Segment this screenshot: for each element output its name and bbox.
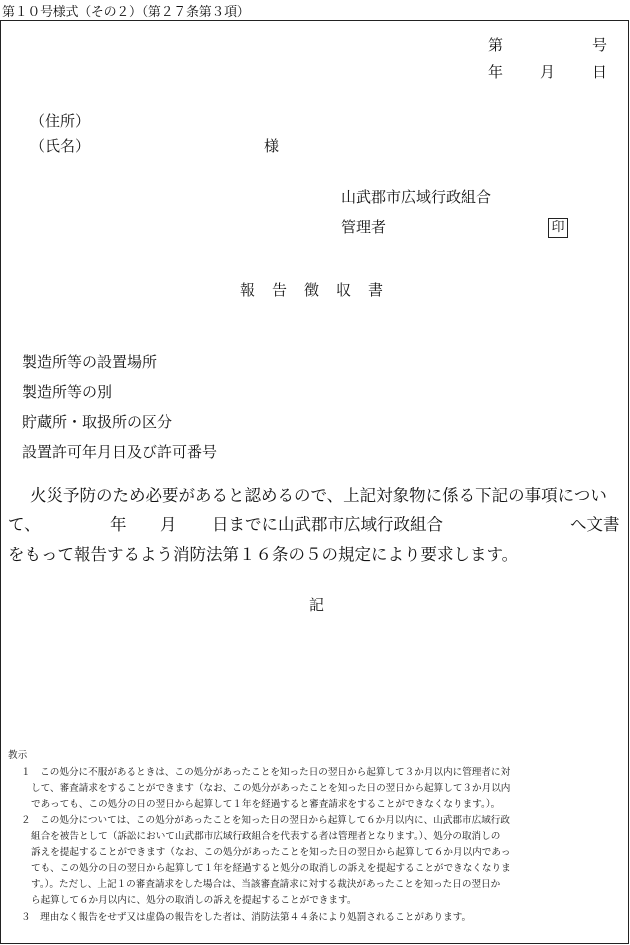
- item-type: 製造所等の別: [22, 383, 113, 401]
- note-line: であっても、この処分の日の翌日から起算して１年を経過すると審査請求をすることができなくなります。）。: [31, 799, 501, 810]
- note-line: ら起算して６か月以内に、処分の取消しの訴えを提起することができます。: [31, 895, 357, 906]
- issuer-organization: 山武郡市広域行政組合: [341, 188, 492, 206]
- address-label: （住所）: [30, 112, 91, 130]
- item-category: 貯蔵所・取扱所の区分: [22, 413, 173, 431]
- date-month: 月: [540, 63, 556, 81]
- item-permit: 設置許可年月日及び許可番号: [22, 443, 218, 461]
- document-title: 報 告 徴 収 書: [240, 281, 385, 299]
- number-suffix: 号: [592, 36, 608, 54]
- note-line: 訴えを提起することができます（なお、この処分があったことを知った日の翌日から起算して６か月以内であっ: [31, 847, 511, 858]
- date-year: 年: [488, 63, 504, 81]
- note-line: １ この処分に不服があるときは、この処分があったことを知った日の翌日から起算して３か月以内に管理者に対: [21, 767, 511, 778]
- date-day: 日: [592, 63, 608, 81]
- form-number-label: 第１０号様式（その２）（第２７条第３項）: [2, 5, 250, 20]
- seal-mark: [548, 216, 568, 238]
- body-line-3: をもって報告するよう消防法第１６条の５の規定により要求します。: [8, 545, 519, 564]
- body-to-document: へ文書: [570, 515, 620, 534]
- ki-heading: 記: [309, 596, 325, 614]
- note-line: 組合を被告として（訴訟において山武郡市広域行政組合を代表する者は管理者となります。）、処分の取消しの: [31, 831, 501, 842]
- item-location: 製造所等の設置場所: [22, 353, 158, 371]
- note-line: ３ 理由なく報告をせず又は虚偽の報告をした者は、消防法第４４条により処罰されることがあります。: [21, 912, 472, 923]
- body-deadline-until: 日までに山武郡市広域行政組合: [212, 515, 443, 534]
- number-prefix: 第: [488, 36, 504, 54]
- name-label: （氏名）: [30, 137, 91, 155]
- honorific: 様: [264, 137, 280, 155]
- note-line: ても、この処分の日の翌日から起算して１年を経過すると処分の取消しの訴えを提起することができなくなりま: [31, 863, 511, 874]
- body-line-1: 火災予防のため必要があると認めるので、上記対象物に係る下記の事項につい: [30, 486, 607, 505]
- issuer-title: 管理者: [341, 218, 387, 236]
- note-line: して、審査請求をすることができます（なお、この処分があったことを知った日の翌日から起算して３か月以内: [31, 783, 511, 794]
- body-deadline-year: 年: [110, 515, 127, 534]
- body-deadline-month: 月: [160, 515, 177, 534]
- note-line: ２ この処分については、この処分があったことを知った日の翌日から起算して６か月以内に、山武郡市広域行政: [21, 815, 510, 826]
- notes-heading: 教示: [8, 750, 28, 761]
- note-line: す。）。ただし、上記１の審査請求をした場合は、当該審査請求に対する裁決があったことを知った日の翌日か: [31, 879, 501, 890]
- body-line-2-start: て、: [8, 515, 41, 534]
- seal-icon: 印: [548, 218, 568, 238]
